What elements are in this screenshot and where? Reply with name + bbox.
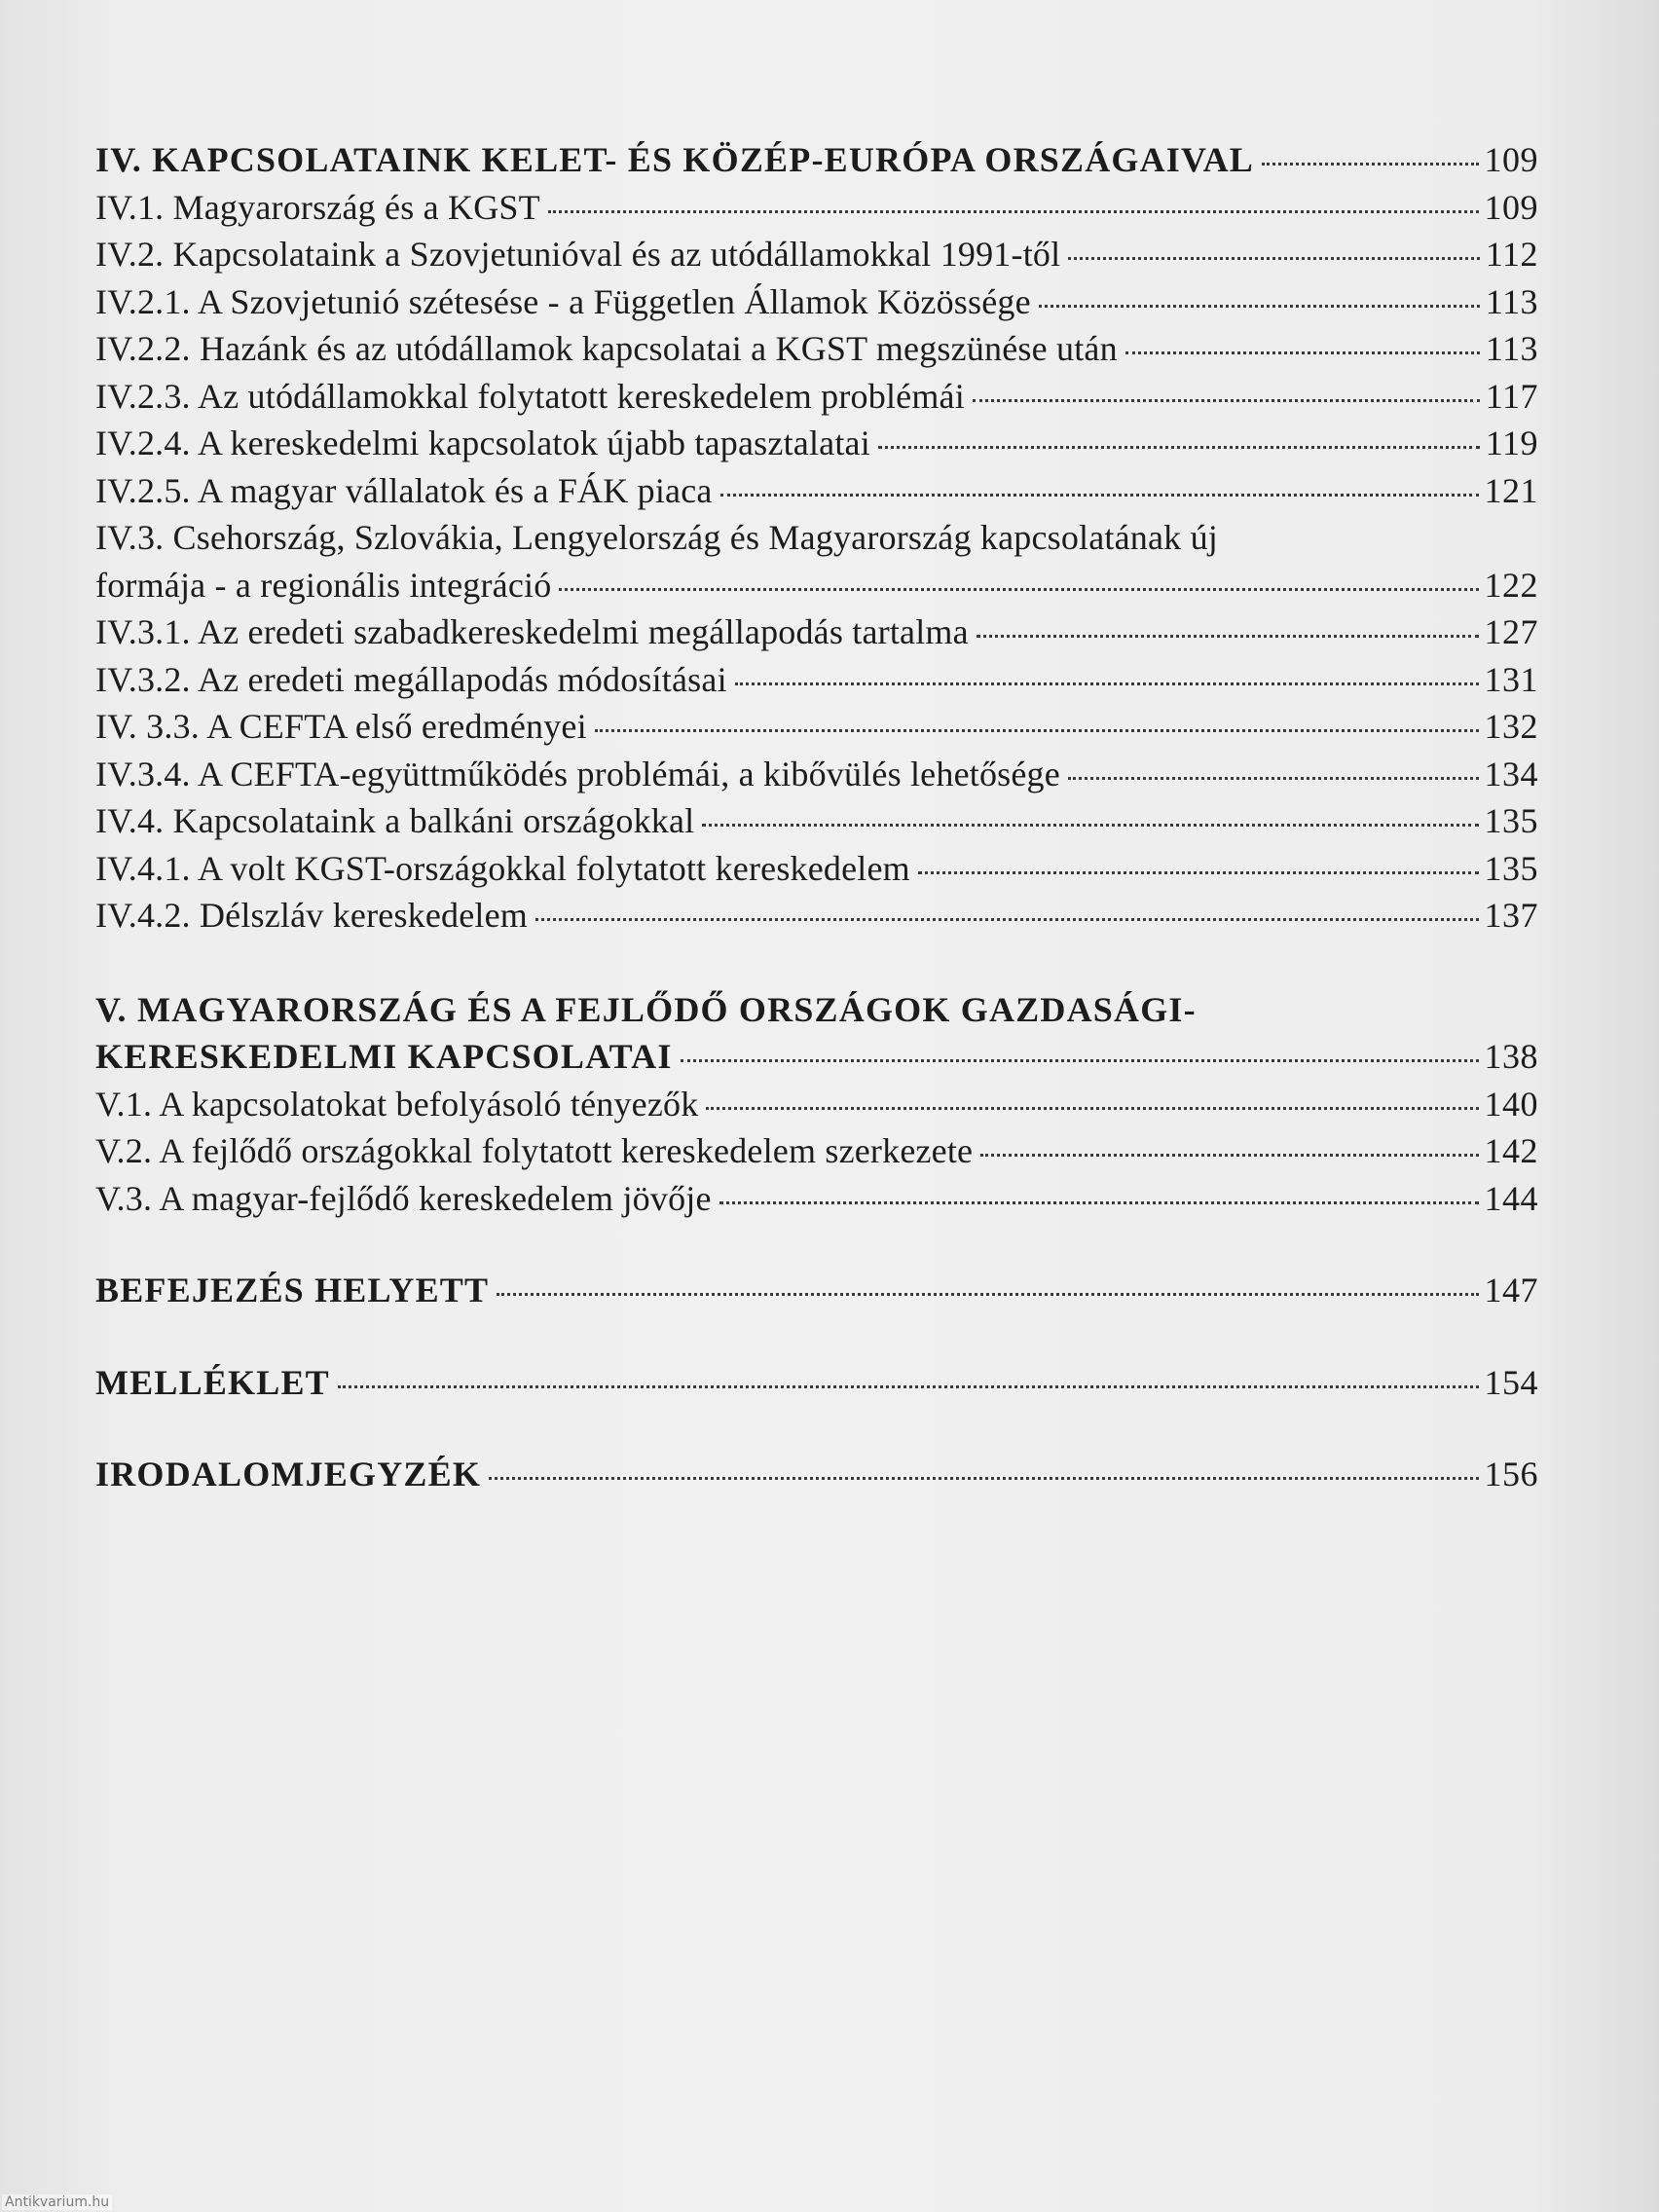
toc-entry-page: 131 bbox=[1484, 659, 1538, 699]
dot-leader bbox=[735, 682, 1479, 685]
toc-entry-title: BEFEJEZÉS HELYETT bbox=[95, 1271, 490, 1309]
toc-entry-title: IV.2. Kapcsolataink a Szovjetunióval és az utódállamokkal 1991-től bbox=[95, 235, 1061, 274]
toc-entry-page: 156 bbox=[1484, 1455, 1538, 1493]
toc-entry bbox=[95, 278, 1538, 326]
toc-entry-page: 135 bbox=[1484, 848, 1538, 888]
dot-leader bbox=[681, 1059, 1479, 1062]
toc-entry-page: 154 bbox=[1484, 1362, 1538, 1402]
toc-entry-title: IV.2.4. A kereskedelmi kapcsolatok újabb tapasztalatai bbox=[95, 424, 870, 462]
toc-entry bbox=[95, 184, 1538, 232]
dot-leader bbox=[1039, 305, 1480, 308]
dot-leader bbox=[720, 494, 1479, 497]
toc-entry-page: 127 bbox=[1484, 612, 1538, 651]
dot-leader bbox=[702, 824, 1478, 827]
toc-entry bbox=[95, 231, 1538, 278]
toc-entry-page: 142 bbox=[1484, 1131, 1538, 1170]
dot-leader bbox=[918, 871, 1479, 874]
toc-entry-title: MELLÉKLET bbox=[95, 1362, 330, 1402]
toc-entry bbox=[95, 892, 1538, 940]
dot-leader bbox=[559, 588, 1478, 591]
toc-entry bbox=[95, 420, 1538, 467]
toc-entry-title: V.3. A magyar-fejlődő kereskedelem jövője bbox=[95, 1178, 712, 1218]
toc-entry bbox=[95, 656, 1538, 704]
toc-entry bbox=[95, 608, 1538, 656]
toc-entry-page: 109 bbox=[1484, 187, 1538, 227]
dot-leader bbox=[719, 1201, 1479, 1204]
toc-entry bbox=[95, 751, 1538, 798]
toc-entry-title: V.2. A fejlődő országokkal folytatott kereskedelem szerkezete bbox=[95, 1131, 974, 1170]
toc-entry-page: 113 bbox=[1485, 281, 1538, 321]
toc-entry bbox=[95, 325, 1538, 373]
toc-entry bbox=[95, 136, 1538, 184]
toc-entry-title: IV.2.5. A magyar vállalatok és a FÁK piaca bbox=[95, 470, 713, 510]
toc-entry bbox=[95, 703, 1538, 751]
toc-entry bbox=[95, 1359, 1538, 1407]
dot-leader bbox=[1125, 351, 1480, 354]
toc-entry bbox=[95, 467, 1538, 515]
toc-entry-title: IV.4. Kapcsolataink a balkáni országokkal bbox=[95, 801, 695, 840]
toc-entry bbox=[95, 1081, 1538, 1128]
toc-entry bbox=[95, 1175, 1538, 1223]
toc-entry-page: 109 bbox=[1484, 140, 1538, 179]
toc-entry-page: 112 bbox=[1485, 235, 1538, 274]
dot-leader bbox=[489, 1477, 1478, 1480]
dot-leader bbox=[977, 635, 1479, 638]
toc-entry bbox=[95, 514, 1538, 608]
watermark: Antikvarium.hu bbox=[2, 2194, 112, 2210]
dot-leader bbox=[548, 210, 1479, 213]
dot-leader bbox=[535, 918, 1479, 921]
toc-entry-title: IV.3.2. Az eredeti megállapodás módosításai bbox=[95, 659, 727, 699]
dot-leader bbox=[1068, 777, 1479, 780]
toc-entry-title: IV.4.2. Délszláv kereskedelem bbox=[95, 896, 528, 935]
toc-entry-page: 122 bbox=[1484, 565, 1538, 605]
toc-entry bbox=[95, 1451, 1538, 1498]
toc-entry-page: 113 bbox=[1485, 329, 1538, 368]
toc-entry-page: 134 bbox=[1484, 754, 1538, 793]
dot-leader bbox=[497, 1293, 1478, 1296]
toc-entry-title-line2: KERESKEDELMI KAPCSOLATAI bbox=[95, 1037, 673, 1076]
toc-entry bbox=[95, 845, 1538, 893]
toc-entry-title: IV.2.2. Hazánk és az utódállamok kapcsolatai a KGST megszünése után bbox=[95, 329, 1118, 368]
toc-entry-title: IV.3.4. A CEFTA-együttműködés problémái, a kibővülés lehetősége bbox=[95, 754, 1060, 793]
toc-entry-page: 144 bbox=[1484, 1178, 1538, 1218]
toc-entry bbox=[95, 1267, 1538, 1314]
toc-entry bbox=[95, 1127, 1538, 1175]
toc-entry-title: IV.2.1. A Szovjetunió szétesése - a Független Államok Közössége bbox=[95, 281, 1031, 321]
dot-leader bbox=[980, 1154, 1478, 1157]
toc-entry bbox=[95, 797, 1538, 845]
toc-entry-title: IV.2.3. Az utódállamokkal folytatott kereskedelem problémái bbox=[95, 376, 965, 416]
dot-leader bbox=[878, 446, 1480, 449]
dot-leader bbox=[595, 729, 1479, 732]
toc-entry-title-line2: formája - a regionális integráció bbox=[95, 565, 552, 605]
toc-entry-title-line1: IV.3. Csehország, Szlovákia, Lengyelország és Magyarország kapcsolatának új bbox=[95, 518, 1218, 557]
toc-entry-title: IRODALOMJEGYZÉK bbox=[95, 1455, 482, 1493]
toc-entry-page: 140 bbox=[1484, 1084, 1538, 1124]
toc-entry-page: 119 bbox=[1485, 424, 1538, 462]
dot-leader bbox=[1262, 163, 1479, 166]
toc-entry-page: 137 bbox=[1484, 896, 1538, 935]
dot-leader bbox=[706, 1107, 1478, 1110]
toc-entry-title: IV. 3.3. A CEFTA első eredményei bbox=[95, 707, 587, 746]
toc-entry-page: 132 bbox=[1484, 707, 1538, 746]
dot-leader bbox=[973, 399, 1480, 402]
toc-entry-title-line1: V. MAGYARORSZÁG ÉS A FEJLŐDŐ ORSZÁGOK GAZDASÁGI- bbox=[95, 989, 1197, 1029]
toc-entry-page: 135 bbox=[1484, 801, 1538, 840]
dot-leader bbox=[1068, 257, 1480, 260]
dot-leader bbox=[338, 1385, 1479, 1388]
toc-entry-title: V.1. A kapcsolatokat befolyásoló tényezők bbox=[95, 1084, 699, 1124]
toc-entry bbox=[95, 986, 1538, 1081]
toc-entry-title: IV.1. Magyarország és a KGST bbox=[95, 187, 540, 227]
toc-entry-page: 121 bbox=[1484, 470, 1538, 510]
toc-entry-page: 117 bbox=[1485, 376, 1538, 416]
toc-entry bbox=[95, 373, 1538, 421]
toc-entry-page: 147 bbox=[1484, 1271, 1538, 1309]
toc-entry-title: IV.4.1. A volt KGST-országokkal folytatott kereskedelem bbox=[95, 848, 910, 888]
toc-entry-page: 138 bbox=[1484, 1037, 1538, 1076]
toc-entry-title: IV.3.1. Az eredeti szabadkereskedelmi megállapodás tartalma bbox=[95, 612, 969, 651]
table-of-contents bbox=[95, 136, 1538, 1498]
toc-entry-title: IV. KAPCSOLATAINK KELET- ÉS KÖZÉP-EURÓPA ORSZÁGAIVAL bbox=[95, 140, 1254, 179]
